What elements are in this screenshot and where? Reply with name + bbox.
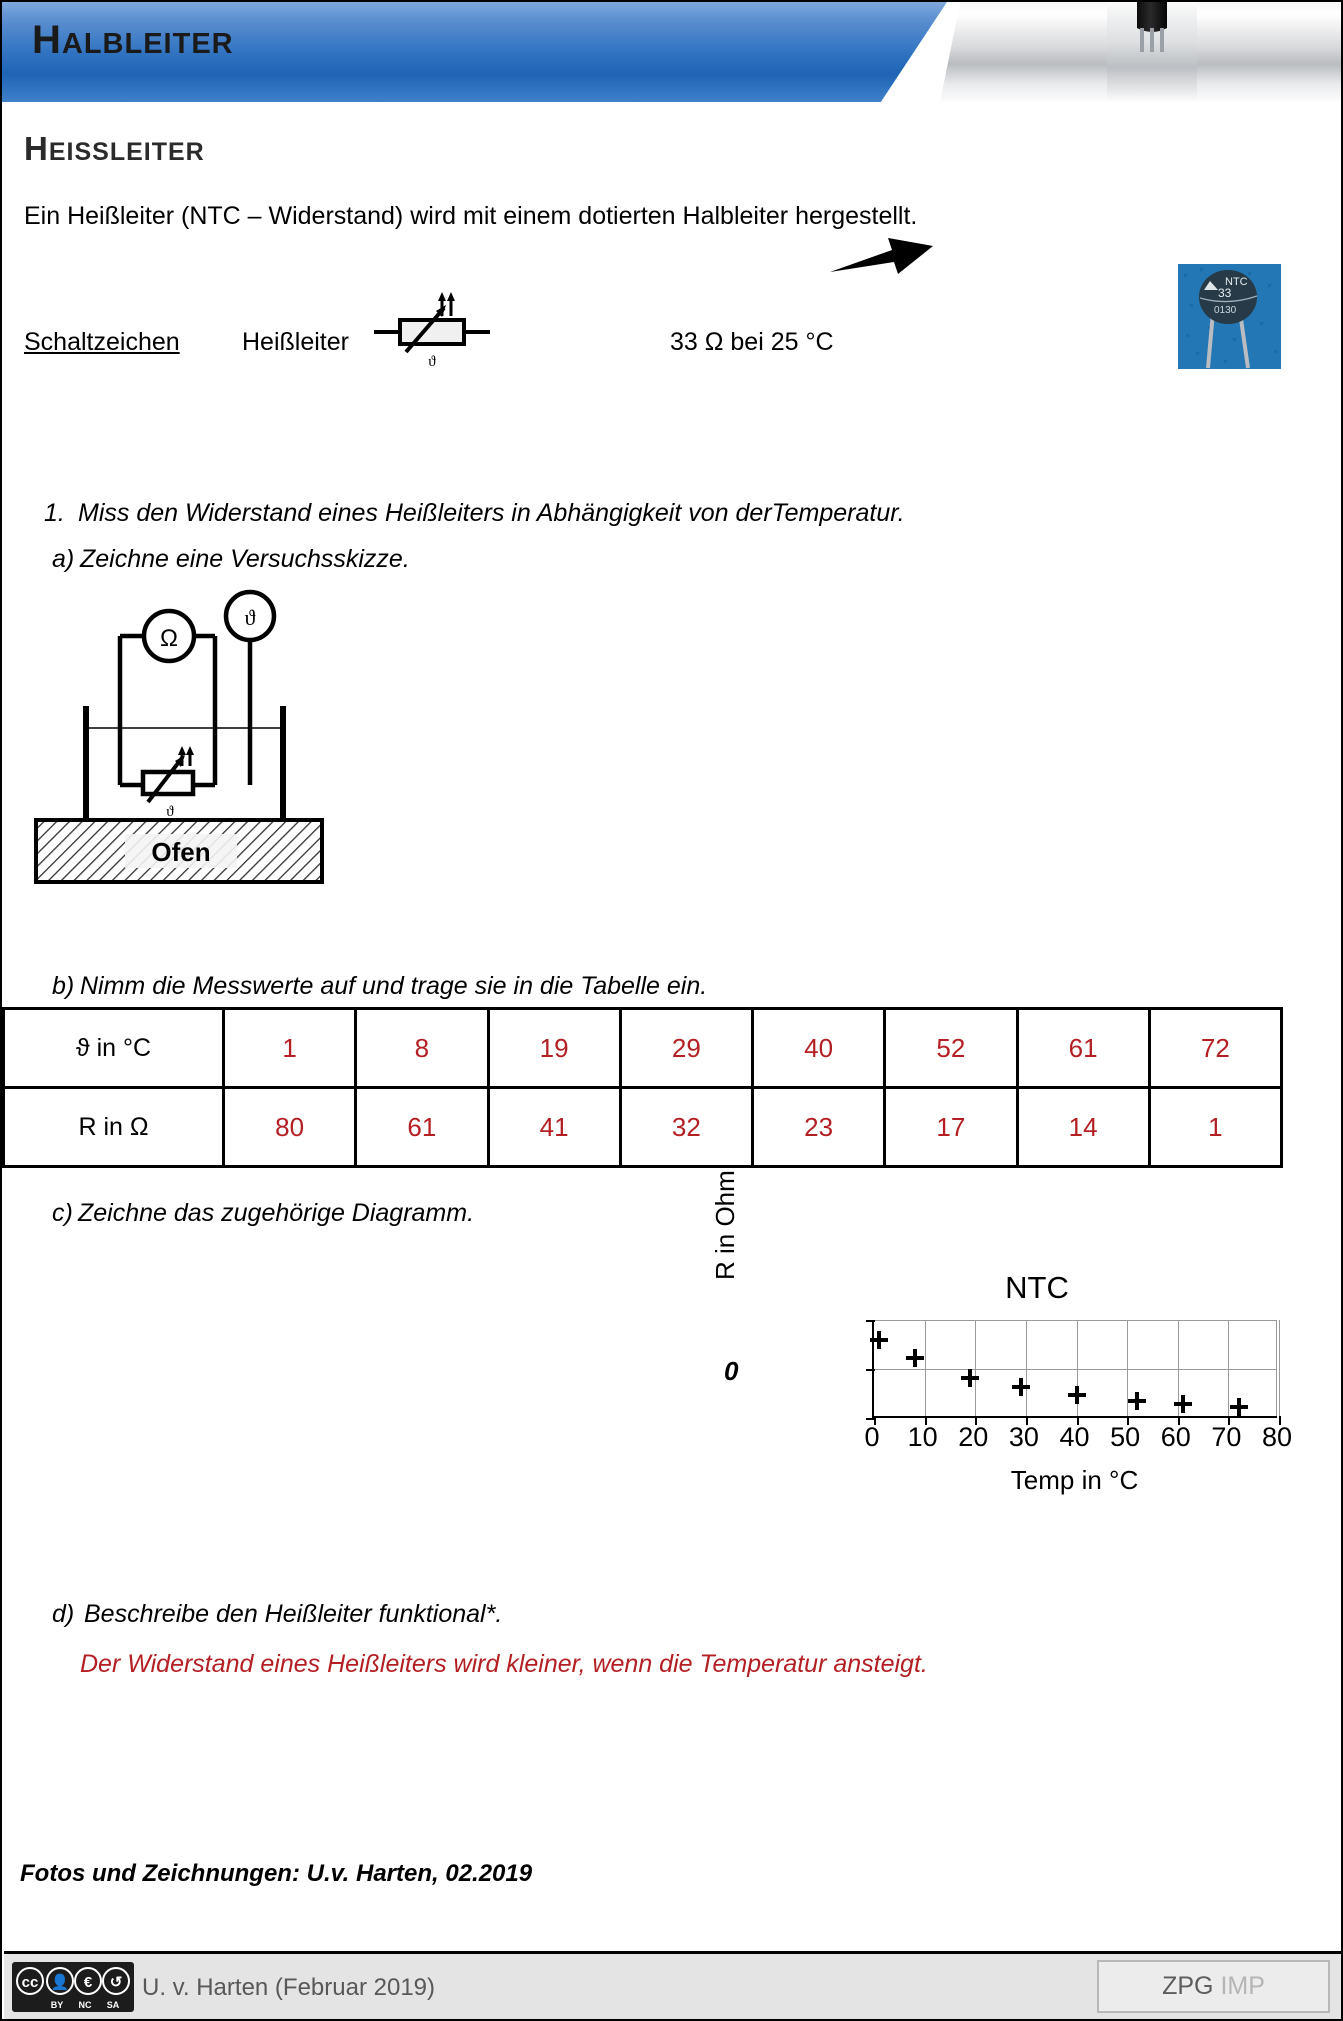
chart-xticklabel: 40 — [1059, 1422, 1090, 1452]
credits-line: Fotos und Zeichnungen: U.v. Harten, 02.2019 — [20, 1860, 533, 1887]
pointer-arrow-icon — [830, 230, 935, 290]
chart-y-origin-label: 0 — [724, 1356, 739, 1386]
chart-xticklabel: 0 — [864, 1422, 880, 1452]
schaltzeichen-label: Schaltzeichen — [24, 328, 180, 356]
table-cell-res-6: 14 — [1017, 1088, 1149, 1167]
section-heading-initial: H — [24, 130, 49, 167]
measurement-table — [2, 1007, 1283, 1168]
table-cell-res-7: 1 — [1149, 1088, 1281, 1167]
experiment-sketch-diagram — [30, 580, 340, 900]
task-1-text: Miss den Widerstand eines Heißleiters in Abhängigkeit von derTemperatur. — [78, 499, 905, 527]
cc-sa-icon: ↺ — [102, 1967, 130, 1995]
table-cell-res-1: 61 — [356, 1088, 488, 1167]
task-1a — [52, 545, 410, 574]
chart-data-point — [870, 1331, 888, 1349]
resistance-rating: 33 Ω bei 25 °C — [670, 328, 834, 356]
task-1d-text: Beschreibe den Heißleiter funktional*. — [84, 1600, 503, 1628]
chart-ytick — [866, 1320, 875, 1322]
table-row-resistance — [4, 1088, 1282, 1167]
banner-title-rest: ALBLEITER — [61, 28, 234, 60]
ohmmeter-label: Ω — [160, 625, 178, 652]
chart-ytick — [866, 1369, 875, 1371]
task-1b-text: Nimm die Messwerte auf und trage sie in die Tabelle ein. — [80, 972, 708, 1000]
table-cell-res-2: 41 — [488, 1088, 620, 1167]
task-1d-letter: d) — [52, 1600, 75, 1628]
task-1c — [52, 1199, 474, 1228]
task-1c-text: Zeichne das zugehörige Diagramm. — [78, 1199, 475, 1227]
chart-gridline-v — [1279, 1320, 1280, 1416]
task-1d-answer: Der Widerstand eines Heißleiters wird kleiner, wenn die Temperatur ansteigt. — [80, 1650, 928, 1678]
task-1-number: 1. — [44, 499, 65, 527]
schaltzeichen-name: Heißleiter — [242, 328, 349, 356]
cc-nc-label: NC — [78, 2000, 92, 2010]
chart-ylabel: R in Ohm — [710, 1170, 740, 1280]
chart-title: NTC — [1005, 1270, 1069, 1305]
table-cell-res-5: 17 — [885, 1088, 1017, 1167]
table-cell-temp-1: 8 — [356, 1009, 488, 1088]
ntc-photo-label-code: 0130 — [1214, 305, 1237, 316]
table-cell-temp-2: 19 — [488, 1009, 620, 1088]
intro-paragraph: Ein Heißleiter (NTC – Widerstand) wird mit einem dotierten Halbleiter hergestellt. — [24, 202, 918, 230]
banner-title — [32, 18, 234, 63]
task-1a-letter: a) — [52, 545, 75, 573]
chart-xticklabel: 80 — [1261, 1422, 1293, 1452]
banner-title-initial: H — [32, 18, 62, 62]
cc-nc-icon: € — [74, 1967, 102, 1995]
chart-xticklabel: 10 — [907, 1422, 938, 1452]
chart-plot-area — [872, 1320, 1277, 1418]
oven-label: Ofen — [151, 837, 211, 867]
chart-data-point — [1174, 1395, 1192, 1413]
thermometer-label: ϑ — [244, 605, 256, 630]
table-cell-temp-7: 72 — [1149, 1009, 1281, 1088]
task-1c-letter: c) — [52, 1199, 73, 1227]
table-header-temperature: ϑ in °C — [4, 1009, 224, 1088]
chart-data-point — [961, 1369, 979, 1387]
table-cell-temp-0: 1 — [224, 1009, 356, 1088]
zpg-imp-badge — [1097, 1960, 1330, 2013]
table-cell-temp-3: 29 — [620, 1009, 752, 1088]
chart-data-point — [1068, 1386, 1086, 1404]
transistor-photo — [1107, 2, 1197, 102]
chart-xticklabel: 50 — [1110, 1422, 1141, 1452]
table-header-resistance: R in Ω — [4, 1088, 224, 1167]
ntc-photo-label-ntc: NTC — [1225, 276, 1248, 288]
task-1b — [52, 972, 707, 1001]
chart-data-point — [1012, 1378, 1030, 1396]
chart-data-point — [1128, 1392, 1146, 1410]
table-cell-temp-5: 52 — [885, 1009, 1017, 1088]
ntc-component-photo — [1178, 264, 1281, 369]
table-cell-res-0: 80 — [224, 1088, 356, 1167]
section-heading-rest: EISSLEITER — [48, 138, 205, 166]
chart-gridline-v — [1026, 1320, 1027, 1416]
table-row-temperature — [4, 1009, 1282, 1088]
chart-gridline-h — [874, 1369, 1277, 1370]
creative-commons-badge-icon — [12, 1962, 134, 2012]
task-1d — [52, 1600, 502, 1629]
table-cell-temp-4: 40 — [753, 1009, 885, 1088]
chart-xlabel: Temp in °C — [1010, 1465, 1139, 1495]
table-cell-temp-6: 61 — [1017, 1009, 1149, 1088]
chart-right-border — [1276, 1320, 1277, 1416]
cc-by-icon: 👤 — [46, 1967, 74, 1995]
imp-label: IMP — [1220, 1972, 1265, 2000]
ntc-element-label: ϑ — [166, 804, 174, 820]
task-1a-text: Zeichne eine Versuchsskizze. — [80, 545, 410, 573]
ntc-scatter-chart — [710, 1170, 1302, 1530]
chart-ytick — [866, 1418, 875, 1420]
chart-xticklabel: 70 — [1211, 1422, 1242, 1452]
page-footer — [4, 1951, 1343, 2019]
cc-sa-label: SA — [106, 2000, 120, 2010]
page-banner — [2, 2, 1343, 102]
footer-author: U. v. Harten (Februar 2019) — [142, 1974, 436, 2001]
ntc-circuit-symbol-icon — [372, 290, 492, 370]
chart-data-point — [1230, 1398, 1248, 1416]
task-1-heading — [44, 499, 905, 528]
cc-by-label: BY — [50, 2000, 64, 2010]
cc-icon: cc — [16, 1967, 44, 1995]
zpg-label: ZPG — [1162, 1972, 1214, 2000]
chart-gridline-v — [925, 1320, 926, 1416]
task-1b-letter: b) — [52, 972, 75, 1000]
chart-xticklabel: 20 — [958, 1422, 989, 1452]
chart-xticklabel: 60 — [1160, 1422, 1191, 1452]
table-cell-res-3: 32 — [620, 1088, 752, 1167]
chart-gridline-h — [874, 1320, 1277, 1321]
table-cell-res-4: 23 — [753, 1088, 885, 1167]
section-heading — [24, 130, 205, 168]
chart-xticklabel: 30 — [1008, 1422, 1039, 1452]
ntc-photo-label-33: 33 — [1218, 286, 1232, 300]
chart-data-point — [906, 1349, 924, 1367]
symbol-theta-label: ϑ — [428, 354, 436, 370]
